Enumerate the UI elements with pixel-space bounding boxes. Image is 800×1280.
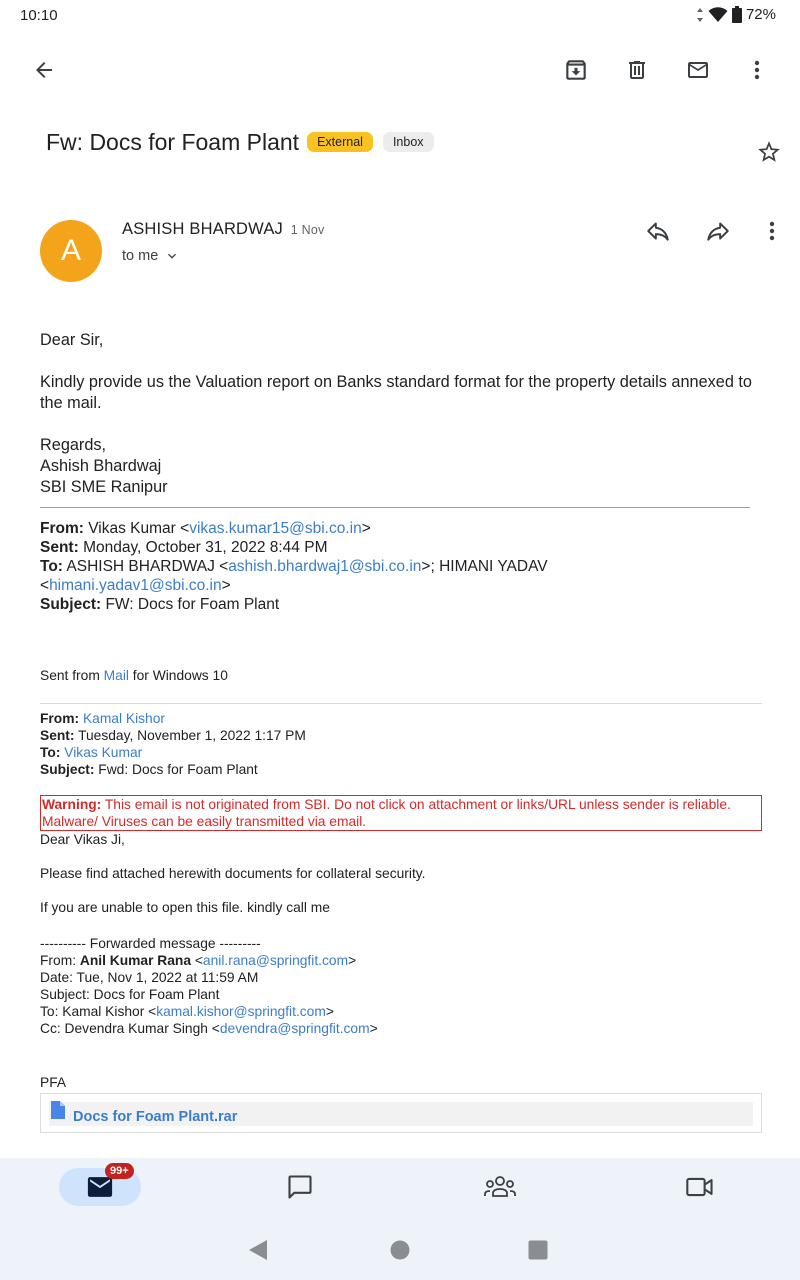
system-home-button[interactable] <box>384 1234 416 1266</box>
star-outline-icon <box>756 139 782 165</box>
back-button[interactable] <box>20 46 68 94</box>
sent-from-line: Sent from Mail for Windows 10 <box>40 668 228 683</box>
inbox-label[interactable]: Inbox <box>383 132 434 152</box>
fwd-from: From: Anil Kumar Rana <anil.rana@springfit.com> <box>40 953 357 968</box>
body-greeting-2: Dear Vikas Ji, <box>40 832 125 847</box>
nav-chat[interactable] <box>259 1168 341 1206</box>
battery-percent: 72% <box>745 6 776 23</box>
attachment-box <box>40 1093 762 1133</box>
chevron-down-icon <box>164 248 180 264</box>
forwarded-header-1 <box>40 519 762 614</box>
fwd-date: Date: Tue, Nov 1, 2022 at 11:59 AM <box>40 970 259 985</box>
more-options-button[interactable] <box>733 46 781 94</box>
external-label[interactable]: External <box>307 132 373 152</box>
attachment-name[interactable]: Docs for Foam Plant.rar <box>73 1109 238 1125</box>
subject-row <box>46 122 780 162</box>
more-vert-icon <box>760 219 784 243</box>
fwd-to-email-link[interactable]: kamal.kishor@springfit.com <box>156 1004 326 1019</box>
fwd-cc: Cc: Devendra Kumar Singh <devendra@springfit.com> <box>40 1021 378 1036</box>
fw2-from: From: Kamal Kishor <box>40 711 165 726</box>
body-paragraph-3: If you are unable to open this file. kindly call me <box>40 900 330 915</box>
message-more-button[interactable] <box>748 207 796 255</box>
nav-spaces[interactable] <box>459 1168 541 1206</box>
fwd-from-email-link[interactable]: anil.rana@springfit.com <box>202 953 349 968</box>
fw1-to-email-link-2[interactable]: himani.yadav1@sbi.co.in <box>49 577 222 594</box>
sender-name: ASHISH BHARDWAJ <box>122 220 283 238</box>
fw2-from-link[interactable]: Kamal Kishor <box>82 711 165 726</box>
system-navigation <box>0 1234 800 1266</box>
recipient-summary: to me <box>122 248 159 264</box>
nav-meet[interactable] <box>659 1168 741 1206</box>
wifi-icon <box>708 7 728 23</box>
attachment-link-row[interactable] <box>49 1102 753 1126</box>
fw1-sent: Sent: Monday, October 31, 2022 8:44 PM <box>40 539 328 556</box>
mail-outline-icon <box>684 58 712 82</box>
reply-button[interactable] <box>634 207 682 255</box>
mail-app-link[interactable]: Mail <box>103 668 129 683</box>
fw2-to: To: Vikas Kumar <box>40 745 143 760</box>
arrow-back-icon <box>32 58 56 82</box>
forwarded-header-2 <box>40 710 762 778</box>
external-warning-box <box>40 795 762 831</box>
data-arrows-icon <box>696 7 704 23</box>
people-icon <box>484 1174 516 1200</box>
fw1-from: From: Vikas Kumar <vikas.kumar15@sbi.co.in> <box>40 520 371 537</box>
fw1-to-email-link-1[interactable]: ashish.bhardwaj1@sbi.co.in <box>228 558 422 575</box>
file-icon <box>51 1101 65 1119</box>
avatar-initial: A <box>60 234 81 267</box>
fw1-from-email-link[interactable]: vikas.kumar15@sbi.co.in <box>189 520 362 537</box>
email-body <box>40 330 762 1133</box>
nav-mail[interactable] <box>59 1165 141 1206</box>
sender-avatar[interactable] <box>40 220 102 282</box>
archive-button[interactable] <box>552 46 600 94</box>
reply-icon <box>645 218 671 244</box>
fw2-to-link[interactable]: Vikas Kumar <box>64 745 143 760</box>
divider <box>40 703 762 704</box>
body-regards: Regards, <box>40 436 107 454</box>
warning-label: Warning: <box>42 797 102 812</box>
forward-button[interactable] <box>694 207 742 255</box>
battery-icon <box>732 6 742 23</box>
status-time: 10:10 <box>20 7 58 24</box>
square-recents-icon <box>528 1240 548 1260</box>
status-bar <box>0 0 800 32</box>
mail-icon <box>86 1176 114 1198</box>
system-recents-button[interactable] <box>522 1234 554 1266</box>
fwd-cc-email-link[interactable]: devendra@springfit.com <box>219 1021 370 1036</box>
fwd-subject: Subject: Docs for Foam Plant <box>40 987 220 1002</box>
body-greeting: Dear Sir, <box>40 331 104 349</box>
fwd-header: ---------- Forwarded message --------- <box>40 936 261 951</box>
triangle-back-icon <box>247 1239 269 1261</box>
fw1-subject: Subject: FW: Docs for Foam Plant <box>40 596 280 613</box>
more-vert-icon <box>745 58 769 82</box>
mail-unread-badge: 99+ <box>105 1163 134 1179</box>
circle-home-icon <box>390 1240 410 1260</box>
star-button[interactable] <box>745 128 793 176</box>
recipient-details-toggle[interactable] <box>122 248 180 264</box>
warning-text: This email is not originated from SBI. Do not click on attachment or links/URL unless sender is reliable. Malware/ Viruses can be easily transmitted via email. <box>42 797 731 829</box>
sender-date: 1 Nov <box>290 223 325 237</box>
delete-button[interactable] <box>613 46 661 94</box>
fwd-to: To: Kamal Kishor <kamal.kishor@springfit.com> <box>40 1004 334 1019</box>
body-paragraph: Kindly provide us the Valuation report on Banks standard format for the property details annexed to the mail. <box>40 373 752 412</box>
chat-icon <box>286 1173 314 1201</box>
fw2-sent: Sent: Tuesday, November 1, 2022 1:17 PM <box>40 728 306 743</box>
pfa-text: PFA <box>40 1075 67 1090</box>
forwarded-message-block <box>40 935 762 1037</box>
signature-name: Ashish Bhardwaj <box>40 457 162 475</box>
trash-icon <box>625 57 649 83</box>
divider <box>40 507 750 508</box>
system-back-button[interactable] <box>242 1234 274 1266</box>
videocam-icon <box>685 1175 715 1199</box>
archive-icon <box>563 57 589 83</box>
fw2-subject: Subject: Fwd: Docs for Foam Plant <box>40 762 258 777</box>
email-subject: Fw: Docs for Foam Plant <box>46 128 300 155</box>
app-bar <box>0 40 800 100</box>
forward-icon <box>705 218 731 244</box>
fw1-to: To: ASHISH BHARDWAJ <ashish.bhardwaj1@sbi.co.in>; HIMANI YADAV <box>40 558 548 575</box>
signature-org: SBI SME Ranipur <box>40 478 168 496</box>
body-paragraph-2: Please find attached herewith documents for collateral security. <box>40 866 426 881</box>
sender-name-line <box>122 220 324 239</box>
mark-unread-button[interactable] <box>674 46 722 94</box>
fw1-to-cont: <himani.yadav1@sbi.co.in> <box>40 577 231 594</box>
status-icons <box>696 6 776 23</box>
